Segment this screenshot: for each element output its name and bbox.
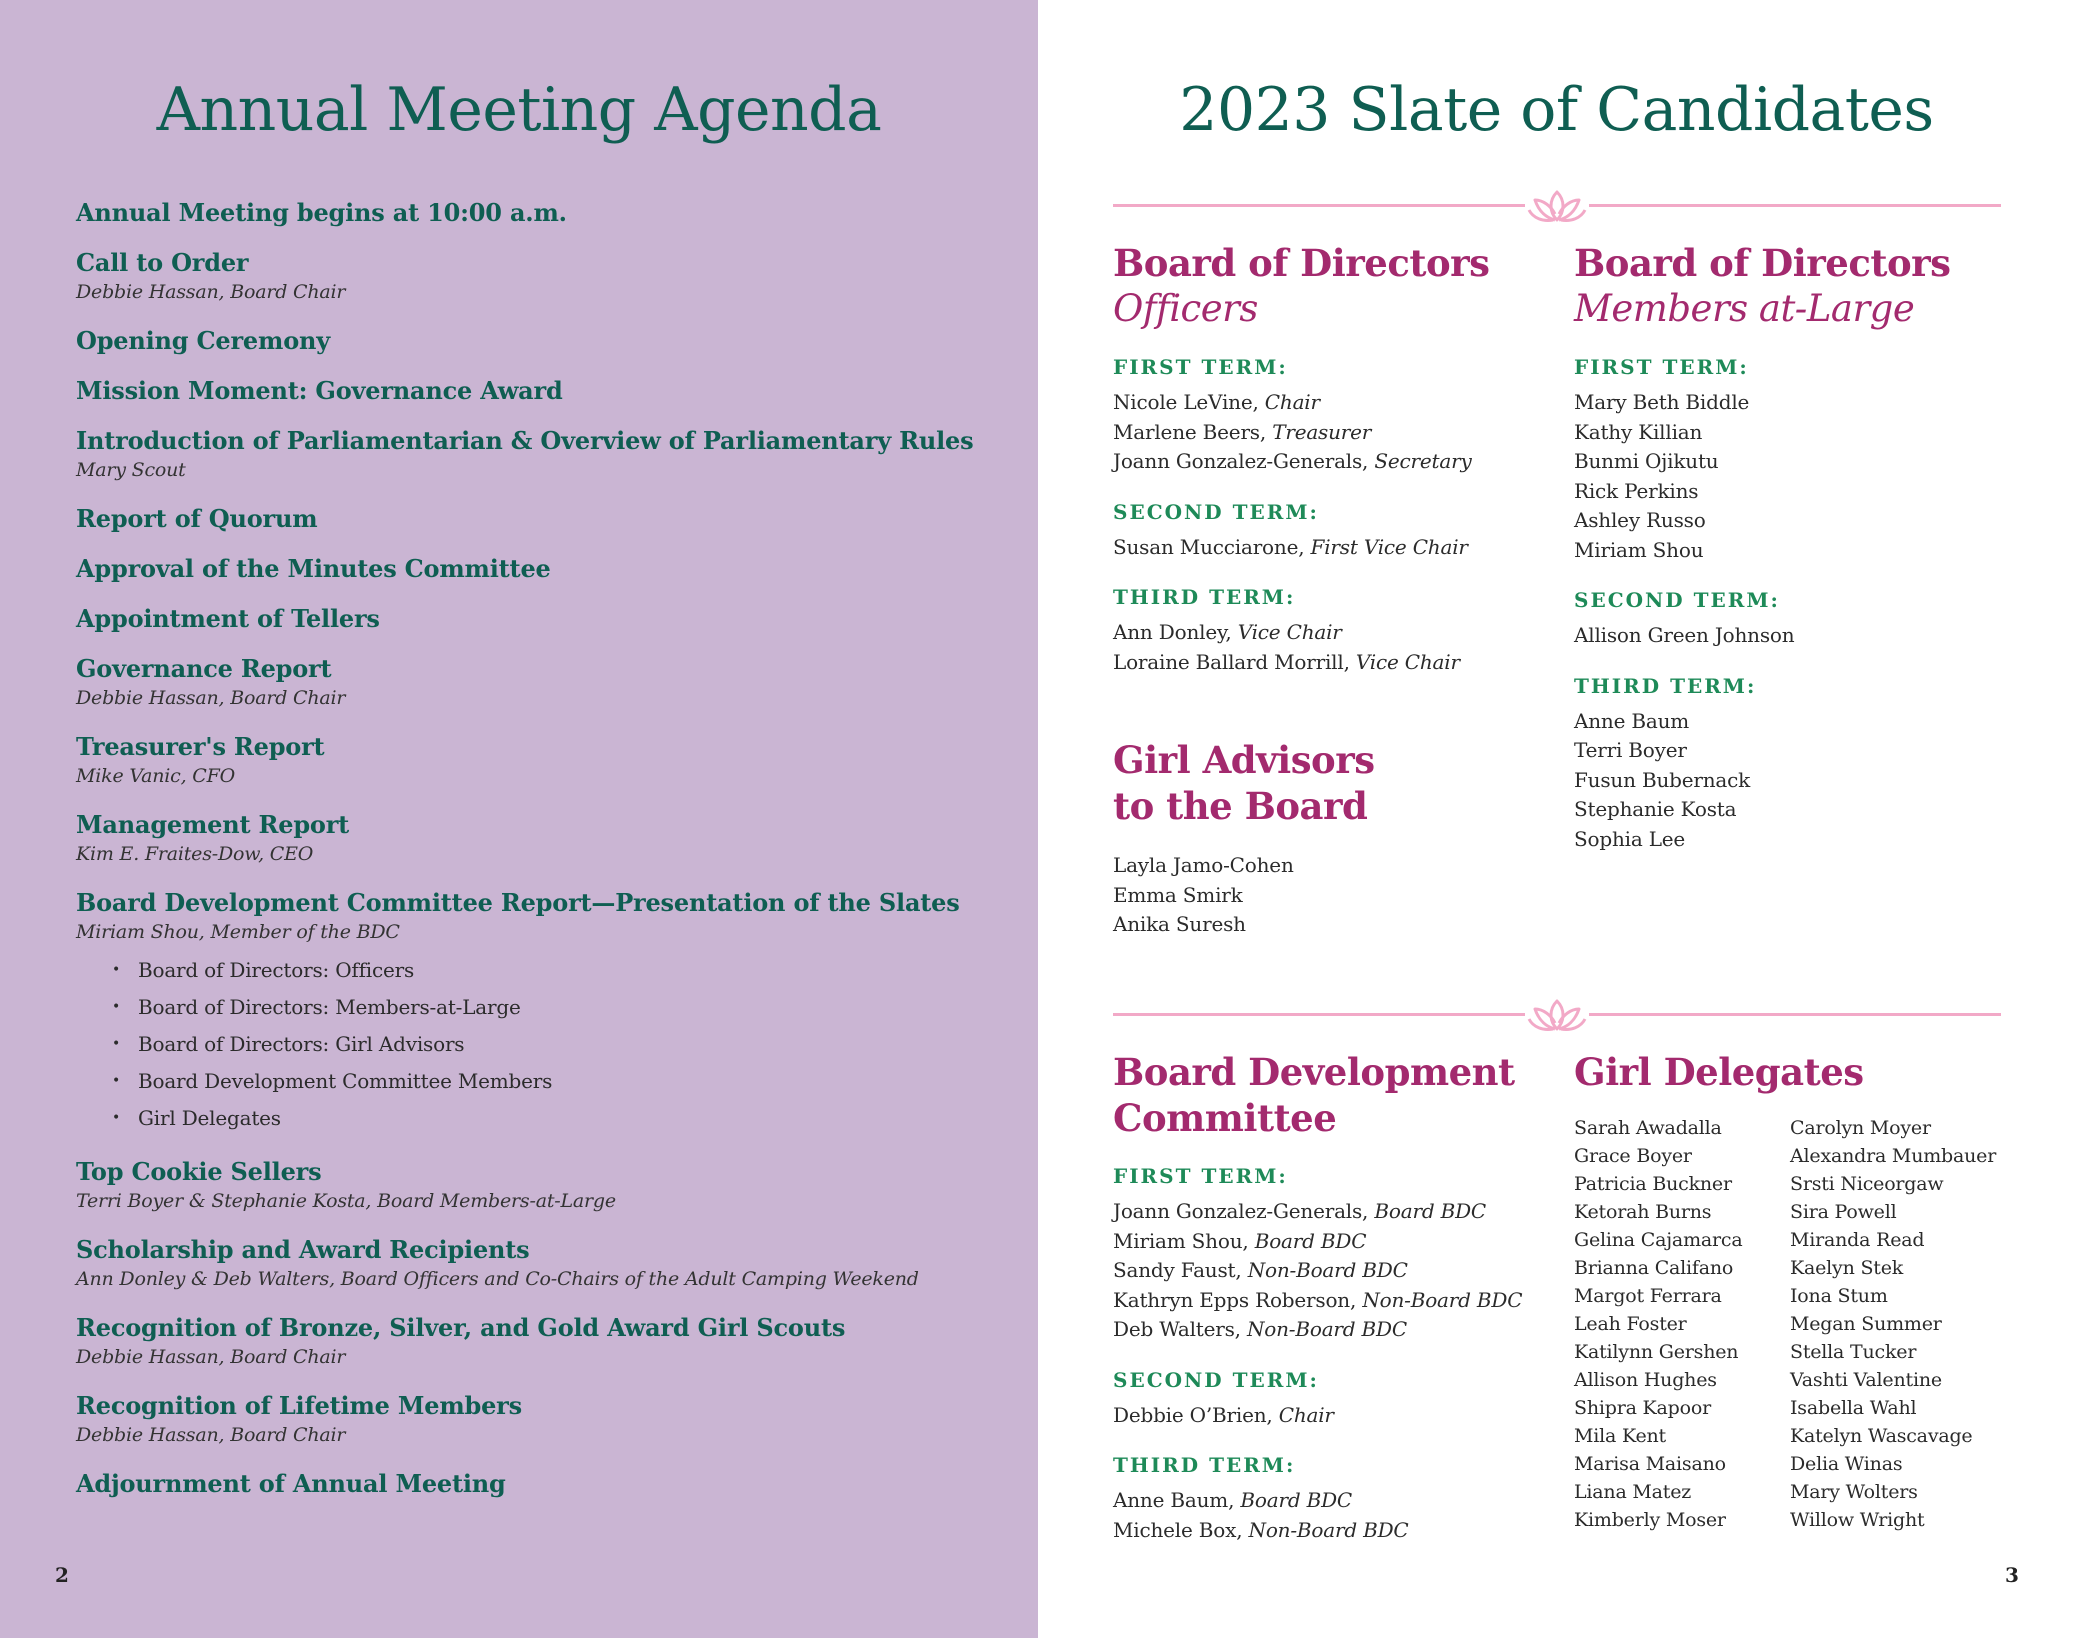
candidate-name: Emma Smirk [1113, 882, 1243, 907]
agenda-item [76, 654, 996, 712]
page-title: 2023 Slate of Candidates [1179, 75, 1934, 145]
delegate-name: Shipra Kapoor [1574, 1397, 1711, 1419]
delegate-name: Srsti Niceorgaw [1790, 1173, 1944, 1195]
candidate-name-text: Nicole LeVine, [1113, 390, 1265, 414]
candidate-name [1113, 618, 1553, 648]
lotus-icon [1525, 186, 1589, 226]
agenda-item [76, 426, 996, 484]
candidate-name [1113, 533, 1553, 563]
agenda-heading: Treasurer's Report [76, 732, 325, 761]
page-title: Annual Meeting Agenda [156, 75, 882, 145]
delegate-name: Sarah Awadalla [1574, 1117, 1722, 1139]
agenda-presenter: Miriam Shou, Member of the BDC [76, 921, 400, 943]
name-list [1574, 707, 2014, 855]
delegate-name: Isabella Wahl [1790, 1397, 1917, 1419]
candidate-name-text: Sandy Faust, [1113, 1258, 1248, 1282]
candidate-name-text: Miriam Shou, [1113, 1228, 1255, 1253]
delegate-name: Iona Stum [1790, 1285, 1888, 1307]
delegate-name: Grace Boyer [1574, 1145, 1692, 1167]
candidate-role: Non-Board BDC [1248, 1517, 1409, 1542]
name-list [1113, 1401, 1563, 1431]
agenda-item [76, 1157, 996, 1215]
agenda-item [76, 248, 996, 306]
term-label: THIRD TERM: [1113, 1453, 1296, 1477]
section-title: Girl Advisors [1113, 738, 1375, 782]
lotus-divider [1113, 186, 2001, 226]
candidate-name [1113, 648, 1553, 678]
agenda-item [76, 732, 996, 790]
candidate-name-text: Susan Mucciarone, [1113, 534, 1311, 559]
page-number: 3 [2005, 1563, 2019, 1587]
agenda-item [76, 810, 996, 868]
agenda-heading: Management Report [76, 810, 350, 839]
candidate-name-text: Anne Baum, [1113, 1488, 1241, 1512]
agenda-presenter: Mary Scout [76, 459, 186, 481]
candidate-role: Vice Chair [1237, 620, 1342, 644]
candidate-name-text: Debbie O’Brien, [1113, 1402, 1279, 1427]
section-title: Board of Directors [1113, 241, 1490, 285]
delegate-name: Gelina Cajamarca [1574, 1229, 1743, 1251]
delegate-name: Mary Wolters [1790, 1481, 1918, 1503]
agenda-heading: Opening Ceremony [76, 326, 330, 355]
candidate-name [1113, 1315, 1563, 1345]
candidate-name [1113, 1227, 1563, 1257]
candidate-role: Chair [1278, 1402, 1334, 1427]
agenda-item [76, 1391, 996, 1449]
agenda-item [76, 198, 996, 228]
agenda-heading: Annual Meeting begins at 10:00 a.m. [76, 198, 567, 227]
agenda-presenter: Debbie Hassan, Board Chair [76, 1424, 346, 1446]
agenda-item [76, 1313, 996, 1371]
slate-bullet-item: • Board of Directors: Members-at-Large [112, 989, 996, 1026]
candidate-name: Allison Green Johnson [1574, 623, 1795, 647]
officers-section [1113, 240, 1553, 677]
candidate-role: Non-Board BDC [1247, 1258, 1408, 1282]
candidate-name: Stephanie Kosta [1574, 797, 1737, 821]
agenda-heading: Scholarship and Award Recipients [76, 1235, 530, 1264]
candidate-name [1113, 1516, 1563, 1546]
delegate-name: Ketorah Burns [1574, 1201, 1712, 1223]
candidate-name-text: Kathryn Epps Roberson, [1113, 1287, 1363, 1312]
candidate-name [1113, 447, 1553, 477]
candidate-name-text: Marlene Beers, [1113, 419, 1273, 444]
agenda-presenter: Terri Boyer & Stephanie Kosta, Board Members-at-Large [76, 1190, 616, 1212]
section-title: Girl Delegates [1574, 1050, 1864, 1094]
page-number: 2 [55, 1563, 69, 1587]
name-list [1113, 1197, 1563, 1345]
agenda-heading: Adjournment of Annual Meeting [76, 1469, 506, 1498]
delegate-grid [1574, 1117, 2014, 1537]
candidate-role: Secretary [1374, 449, 1472, 473]
term-label: FIRST TERM: [1113, 1164, 1288, 1188]
agenda-heading: Recognition of Lifetime Members [76, 1391, 522, 1420]
candidate-name-text: Loraine Ballard Morrill, [1113, 649, 1356, 674]
candidate-role: Non-Board BDC [1246, 1317, 1407, 1341]
delegate-name: Carolyn Moyer [1790, 1117, 1931, 1139]
delegate-name: Mila Kent [1574, 1425, 1666, 1447]
agenda-presenter: Debbie Hassan, Board Chair [76, 281, 346, 303]
term-label: SECOND TERM: [1113, 1367, 1319, 1392]
candidate-name-text: Joann Gonzalez-Generals, [1113, 1199, 1375, 1223]
agenda-item [76, 326, 996, 356]
agenda-heading: Board Development Committee Report—Presentation of the Slates [76, 888, 960, 917]
term-label: SECOND TERM: [1574, 588, 1780, 612]
term-label: THIRD TERM: [1574, 673, 1757, 698]
agenda-list [76, 198, 996, 1519]
delegate-name: Kaelyn Stek [1790, 1257, 1904, 1279]
section-title: Committee [1113, 1096, 1337, 1140]
delegate-name: Sira Powell [1790, 1201, 1897, 1223]
agenda-heading: Introduction of Parliamentarian & Overview of Parliamentary Rules [76, 426, 974, 455]
agenda-item [76, 504, 996, 534]
advisors-section [1113, 737, 1553, 940]
candidate-name: Kathy Killian [1574, 419, 1703, 444]
agenda-heading: Recognition of Bronze, Silver, and Gold Award Girl Scouts [76, 1313, 846, 1342]
agenda-heading: Call to Order [76, 248, 249, 277]
lotus-divider [1113, 995, 2001, 1035]
agenda-heading: Approval of the Minutes Committee [76, 554, 551, 583]
delegate-name: Liana Matez [1574, 1481, 1692, 1503]
candidate-name [1113, 1197, 1563, 1227]
candidate-name [1113, 1401, 1563, 1431]
candidate-name-text: Ann Donley, [1113, 620, 1238, 644]
bdc-section [1113, 1049, 1563, 1545]
candidate-name-text: Deb Walters, [1113, 1317, 1247, 1341]
candidate-role: Board BDC [1254, 1228, 1367, 1253]
agenda-heading: Mission Moment: Governance Award [76, 376, 563, 405]
delegate-name: Marisa Maisano [1574, 1453, 1726, 1475]
candidate-role: Non-Board BDC [1362, 1287, 1523, 1312]
candidate-name: Layla Jamo-Cohen [1113, 853, 1294, 877]
agenda-item [76, 376, 996, 406]
name-list [1574, 388, 2014, 565]
delegate-name: Patricia Buckner [1574, 1173, 1732, 1195]
candidate-name: Miriam Shou [1574, 537, 1704, 562]
candidate-name-text: Joann Gonzalez-Generals, [1113, 449, 1375, 473]
delegate-name: Miranda Read [1790, 1229, 1925, 1251]
slate-bullet-list [76, 952, 996, 1137]
agenda-presenter: Kim E. Fraites-Dow, CEO [76, 843, 314, 865]
name-list [1113, 618, 1553, 677]
candidate-name [1113, 1286, 1563, 1316]
delegate-name: Megan Summer [1790, 1313, 1942, 1335]
agenda-presenter: Mike Vanic, CFO [76, 765, 235, 787]
delegate-name: Margot Ferrara [1574, 1285, 1722, 1307]
name-list [1113, 851, 1553, 940]
name-list [1113, 388, 1553, 477]
candidate-name: Bunmi Ojikutu [1574, 449, 1719, 473]
agenda-presenter: Ann Donley & Deb Walters, Board Officers and Co-Chairs of the Adult Camping Weekend [76, 1268, 919, 1290]
delegate-name: Delia Winas [1790, 1453, 1903, 1475]
members-section [1574, 240, 2014, 854]
delegate-name: Katilynn Gershen [1574, 1341, 1739, 1363]
agenda-presenter: Debbie Hassan, Board Chair [76, 687, 346, 709]
delegates-section [1574, 1049, 2014, 1537]
candidate-name: Mary Beth Biddle [1574, 390, 1750, 414]
agenda-heading: Governance Report [76, 654, 332, 683]
section-subtitle: Members at-Large [1574, 287, 1915, 330]
candidate-name: Fusun Bubernack [1574, 767, 1751, 792]
slate-bullet-item: • Board Development Committee Members [112, 1063, 996, 1100]
section-title: Board Development [1113, 1050, 1515, 1094]
delegate-name: Leah Foster [1574, 1313, 1687, 1335]
delegate-name: Vashti Valentine [1790, 1369, 1942, 1391]
name-list [1113, 1486, 1563, 1545]
agenda-presenter: Debbie Hassan, Board Chair [76, 1346, 346, 1368]
agenda-item [76, 888, 996, 1137]
agenda-heading: Report of Quorum [76, 504, 318, 533]
candidate-role: Board BDC [1374, 1199, 1487, 1223]
candidate-role: First Vice Chair [1310, 534, 1468, 559]
slate-bullet-item: • Girl Delegates [112, 1100, 996, 1137]
agenda-heading: Appointment of Tellers [76, 604, 380, 633]
delegate-name: Kimberly Moser [1574, 1509, 1726, 1531]
candidate-role: Board BDC [1240, 1488, 1353, 1512]
candidate-name: Anne Baum [1574, 708, 1690, 733]
candidate-name [1113, 418, 1553, 448]
candidate-name: Rick Perkins [1574, 478, 1699, 503]
candidate-role: Vice Chair [1355, 649, 1460, 674]
slate-bullet-item: • Board of Directors: Officers [112, 952, 996, 989]
candidate-name: Terri Boyer [1574, 738, 1687, 762]
term-label: THIRD TERM: [1113, 585, 1296, 609]
term-label: SECOND TERM: [1113, 499, 1319, 524]
agenda-heading: Top Cookie Sellers [76, 1157, 322, 1186]
delegate-name: Allison Hughes [1574, 1369, 1717, 1391]
agenda-item [76, 554, 996, 584]
agenda-item [76, 1235, 996, 1293]
delegate-name: Stella Tucker [1790, 1341, 1917, 1363]
candidate-name: Sophia Lee [1574, 826, 1686, 851]
section-title: to the Board [1113, 784, 1368, 828]
delegate-name: Katelyn Wascavage [1790, 1425, 1973, 1447]
delegate-name: Willow Wright [1790, 1509, 1925, 1531]
delegate-name: Alexandra Mumbauer [1790, 1145, 1997, 1167]
name-list [1113, 533, 1553, 563]
lotus-icon [1525, 995, 1589, 1035]
name-list [1574, 621, 2014, 651]
delegate-name: Brianna Califano [1574, 1257, 1734, 1279]
section-subtitle: Officers [1113, 287, 1258, 330]
candidate-name [1113, 1256, 1563, 1286]
candidate-name [1113, 1486, 1563, 1516]
candidate-role: Treasurer [1272, 419, 1372, 444]
term-label: FIRST TERM: [1113, 355, 1288, 379]
agenda-item [76, 1469, 996, 1499]
candidate-name-text: Michele Box, [1113, 1517, 1249, 1542]
slate-bullet-item: • Board of Directors: Girl Advisors [112, 1026, 996, 1063]
candidate-name: Ashley Russo [1574, 508, 1706, 532]
candidate-role: Chair [1264, 390, 1320, 414]
term-label: FIRST TERM: [1574, 355, 1749, 379]
section-title: Board of Directors [1574, 241, 1951, 285]
candidate-name [1113, 388, 1553, 418]
candidate-name: Anika Suresh [1113, 912, 1246, 936]
agenda-item [76, 604, 996, 634]
